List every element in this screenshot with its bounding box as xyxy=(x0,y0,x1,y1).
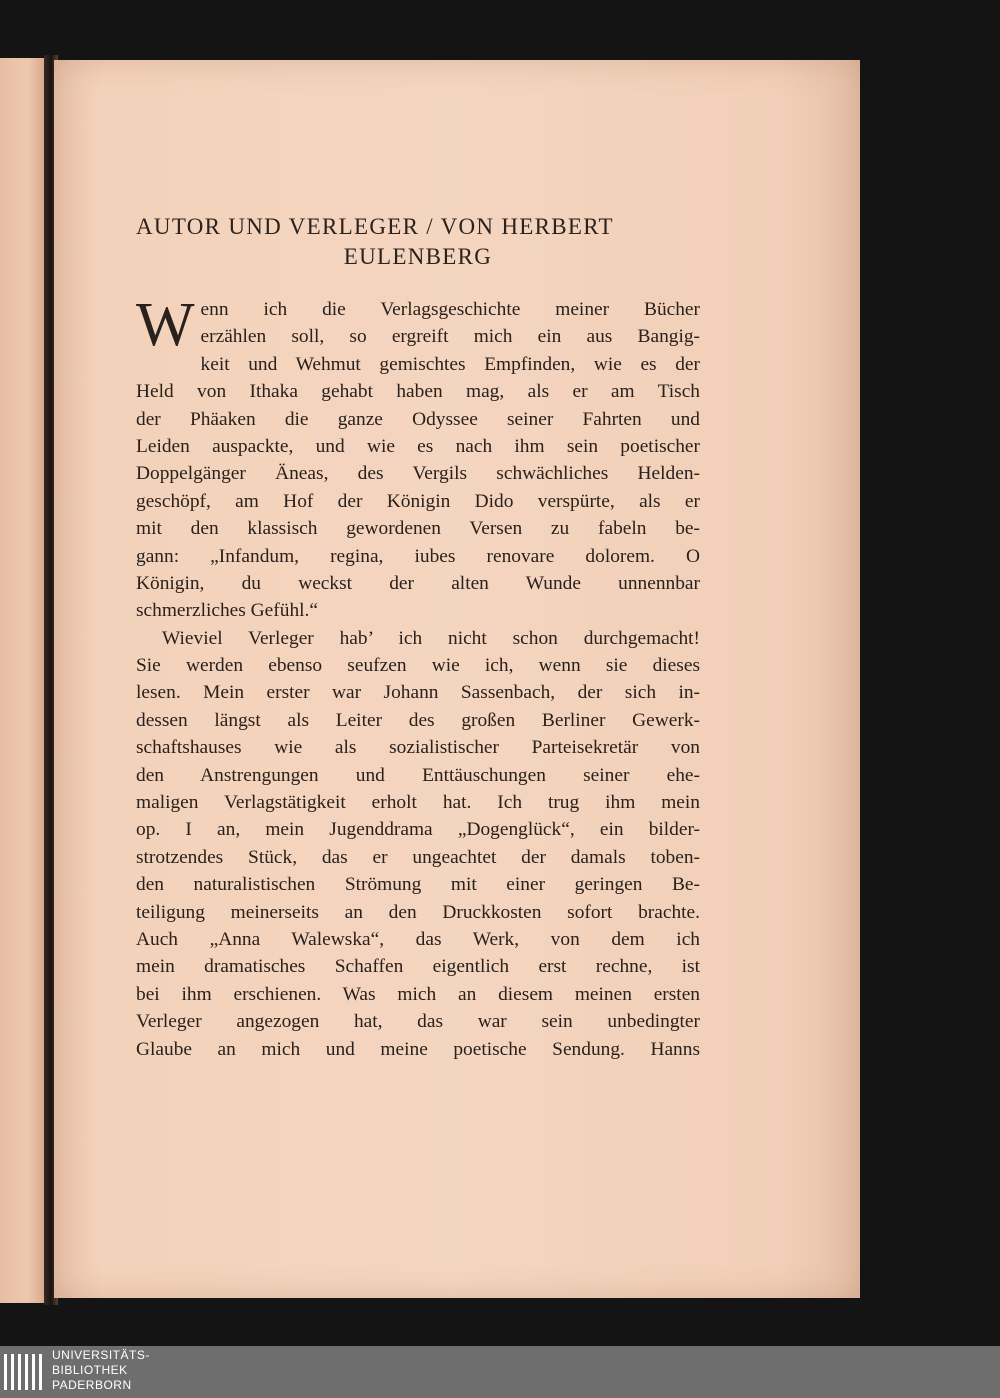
library-name xyxy=(52,1348,150,1393)
text-line: op. I an, mein Jugenddrama „Dogenglück“, ein bilder- xyxy=(136,819,700,841)
text-line: teiligung meinerseits an den Druckkosten sofort brachte. xyxy=(136,901,700,923)
page-text-block xyxy=(136,212,700,1063)
text-line: bei ihm erschienen. Was mich an diesem meinen ersten xyxy=(136,983,700,1005)
paragraph-1 xyxy=(136,291,700,625)
text-line: mein dramatisches Schaffen eigentlich erst rechne, ist xyxy=(136,956,700,978)
text-line: maligen Verlagstätigkeit erholt hat. Ich trug ihm mein xyxy=(136,792,700,814)
university-library-logo-icon xyxy=(2,1350,46,1394)
text-line: Verleger angezogen hat, das war sein unbedingter xyxy=(136,1011,700,1033)
text-line: Königin, du weckst der alten Wunde unnennbar xyxy=(136,572,700,594)
text-line: den Anstrengungen und Enttäuschungen seiner ehe- xyxy=(136,764,700,786)
text-line: lesen. Mein erster war Johann Sassenbach, der sich in- xyxy=(136,682,700,704)
text-line: keit und Wehmut gemischtes Empfinden, wie es der xyxy=(200,353,700,375)
text-line: enn ich die Verlagsgeschichte meiner Bücher xyxy=(200,299,700,320)
left-page-edge xyxy=(0,58,50,1303)
text-line: schmerzliches Gefühl.“ xyxy=(136,600,318,622)
chapter-title-line-1: AUTOR UND VERLEGER / VON HERBERT xyxy=(136,214,614,239)
text-line: dessen längst als Leiter des großen Berliner Gewerk- xyxy=(136,709,700,731)
text-line: Auch „Anna Walewska“, das Werk, von dem ich xyxy=(136,928,700,950)
text-line: erzählen soll, so ergreift mich ein aus Bangig- xyxy=(200,326,700,348)
library-name-line-1: UNIVERSITÄTS- xyxy=(52,1348,150,1362)
text-line: Doppelgänger Äneas, des Vergils schwächliches Helden- xyxy=(136,463,700,485)
drop-cap-lines xyxy=(201,296,700,351)
drop-cap-initial: W xyxy=(136,291,195,359)
chapter-title xyxy=(136,212,700,272)
text-line: Leiden auspackte, und wie es nach ihm sein poetischer xyxy=(136,435,700,457)
library-footer-bar xyxy=(0,1346,1000,1398)
text-line: Sie werden ebenso seufzen wie ich, wenn sie dieses xyxy=(136,655,700,677)
text-line: Held von Ithaka gehabt haben mag, als er am Tisch xyxy=(136,381,700,403)
text-line: Wieviel Verleger hab’ ich nicht schon durchgemacht! xyxy=(162,627,700,649)
library-name-line-2: BIBLIOTHEK xyxy=(52,1363,128,1377)
chapter-title-line-2: EULENBERG xyxy=(343,244,493,269)
text-line: schaftshauses wie als sozialistischer Parteisekretär von xyxy=(136,737,700,759)
text-line: geschöpf, am Hof der Königin Dido verspürte, als er xyxy=(136,490,700,512)
text-line: Glaube an mich und meine poetische Sendung. Hanns xyxy=(136,1038,700,1060)
text-line: gann: „Infandum, regina, iubes renovare dolorem. O xyxy=(136,545,700,567)
text-line: strotzendes Stück, das er ungeachtet der damals toben- xyxy=(136,846,700,868)
library-name-line-3: PADERBORN xyxy=(52,1378,132,1392)
text-line: mit den klassisch gewordenen Versen zu fabeln be- xyxy=(136,518,700,540)
text-line: der Phäaken die ganze Odyssee seiner Fahrten und xyxy=(136,408,700,430)
paragraph-2 xyxy=(136,625,700,1063)
text-line: den naturalistischen Strömung mit einer geringen Be- xyxy=(136,874,700,896)
